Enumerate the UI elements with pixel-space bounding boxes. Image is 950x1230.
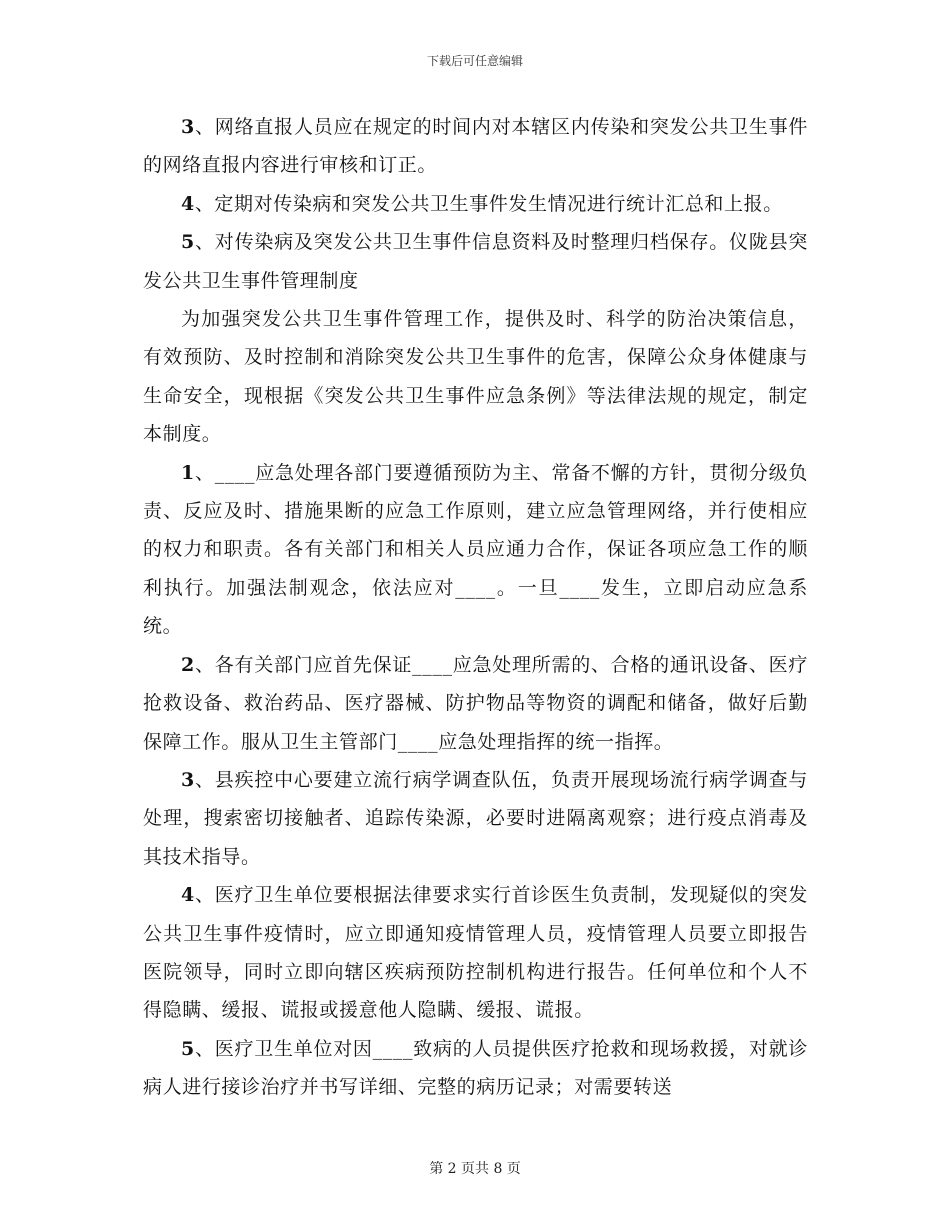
paragraph-rule-5 <box>143 1030 808 1107</box>
paragraph-number: 4 <box>181 192 195 215</box>
paragraph-number: 3 <box>181 768 195 791</box>
paragraph-text: 为加强突发公共卫生事件管理工作，提供及时、科学的防治决策信息，有效预防、及时控制和消除突发公共卫生事件的危害，保障公众身体健康与生命安全，现根据《突发公共卫生事件应急条例》等法律法规的规定，制定本制度。 <box>143 308 808 446</box>
page-header: 下载后可任意编辑 <box>426 54 523 68</box>
paragraph-number: 3 <box>181 116 195 138</box>
paragraph-text: 、____应急处理各部门要遵循预防为主、常备不懈的方针，贯彻分级负责、反应及时、措施果断的应急工作原则，建立应急管理网络，并行使相应的权力和职责。各有关部门和相关人员应通力合作，保证各项应急工作的顺利执行。加强法制观念，依法应对____。一旦____发生，立即启动应急系统。 <box>143 461 808 638</box>
paragraph-text: 、各有关部门应首先保证____应急处理所需的、合格的通讯设备、医疗抢救设备、救治药品、医疗器械、防护物品等物资的调配和储备，做好后勤保障工作。服从卫生主管部门____应急处理指挥的统一指挥。 <box>143 653 808 753</box>
paragraph-item-3 <box>143 108 808 185</box>
page-footer: 第 2 页共 8 页 <box>429 1161 521 1177</box>
paragraph-text: 、对传染病及突发公共卫生事件信息资料及时整理归档保存。仪陇县突发公共卫生事件管理制度 <box>143 231 808 292</box>
paragraph-rule-4 <box>143 876 808 1030</box>
paragraph-item-4 <box>143 185 808 223</box>
paragraph-text: 、医疗卫生单位要根据法律要求实行首诊医生负责制，发现疑似的突发公共卫生事件疫情时，应立即通知疫情管理人员，疫情管理人员要立即报告医院领导，同时立即向辖区疾病预防控制机构进行报告。任何单位和个人不得隐瞒、缓报、谎报或援意他人隐瞒、缓报、谎报。 <box>143 884 808 1022</box>
paragraph-number: 1 <box>181 461 195 484</box>
paragraph-text: 、网络直报人员应在规定的时间内对本辖区内传染和突发公共卫生事件的网络直报内容进行审核和订正。 <box>143 116 808 177</box>
paragraph-number: 2 <box>181 653 195 676</box>
paragraph-text: 、定期对传染病和突发公共卫生事件发生情况进行统计汇总和上报。 <box>194 192 783 215</box>
paragraph-rule-3 <box>143 761 808 876</box>
document-body <box>143 108 808 1107</box>
paragraph-item-5 <box>143 223 808 300</box>
paragraph-text: 、医疗卫生单位对因____致病的人员提供医疗抢救和现场救援，对就诊病人进行接诊治疗并书写详细、完整的病历记录；对需要转送 <box>143 1037 808 1099</box>
paragraph-rule-1 <box>143 454 808 646</box>
paragraph-number: 4 <box>181 884 195 907</box>
paragraph-number: 5 <box>181 1037 195 1060</box>
paragraph-number: 5 <box>181 231 195 254</box>
paragraph-rule-2 <box>143 646 808 761</box>
paragraph-intro <box>143 300 808 454</box>
paragraph-text: 、县疾控中心要建立流行病学调查队伍，负责开展现场流行病学调查与处理，搜索密切接触者、追踪传染源，必要时进隔离观察；进行疫点消毒及其技术指导。 <box>143 768 808 868</box>
